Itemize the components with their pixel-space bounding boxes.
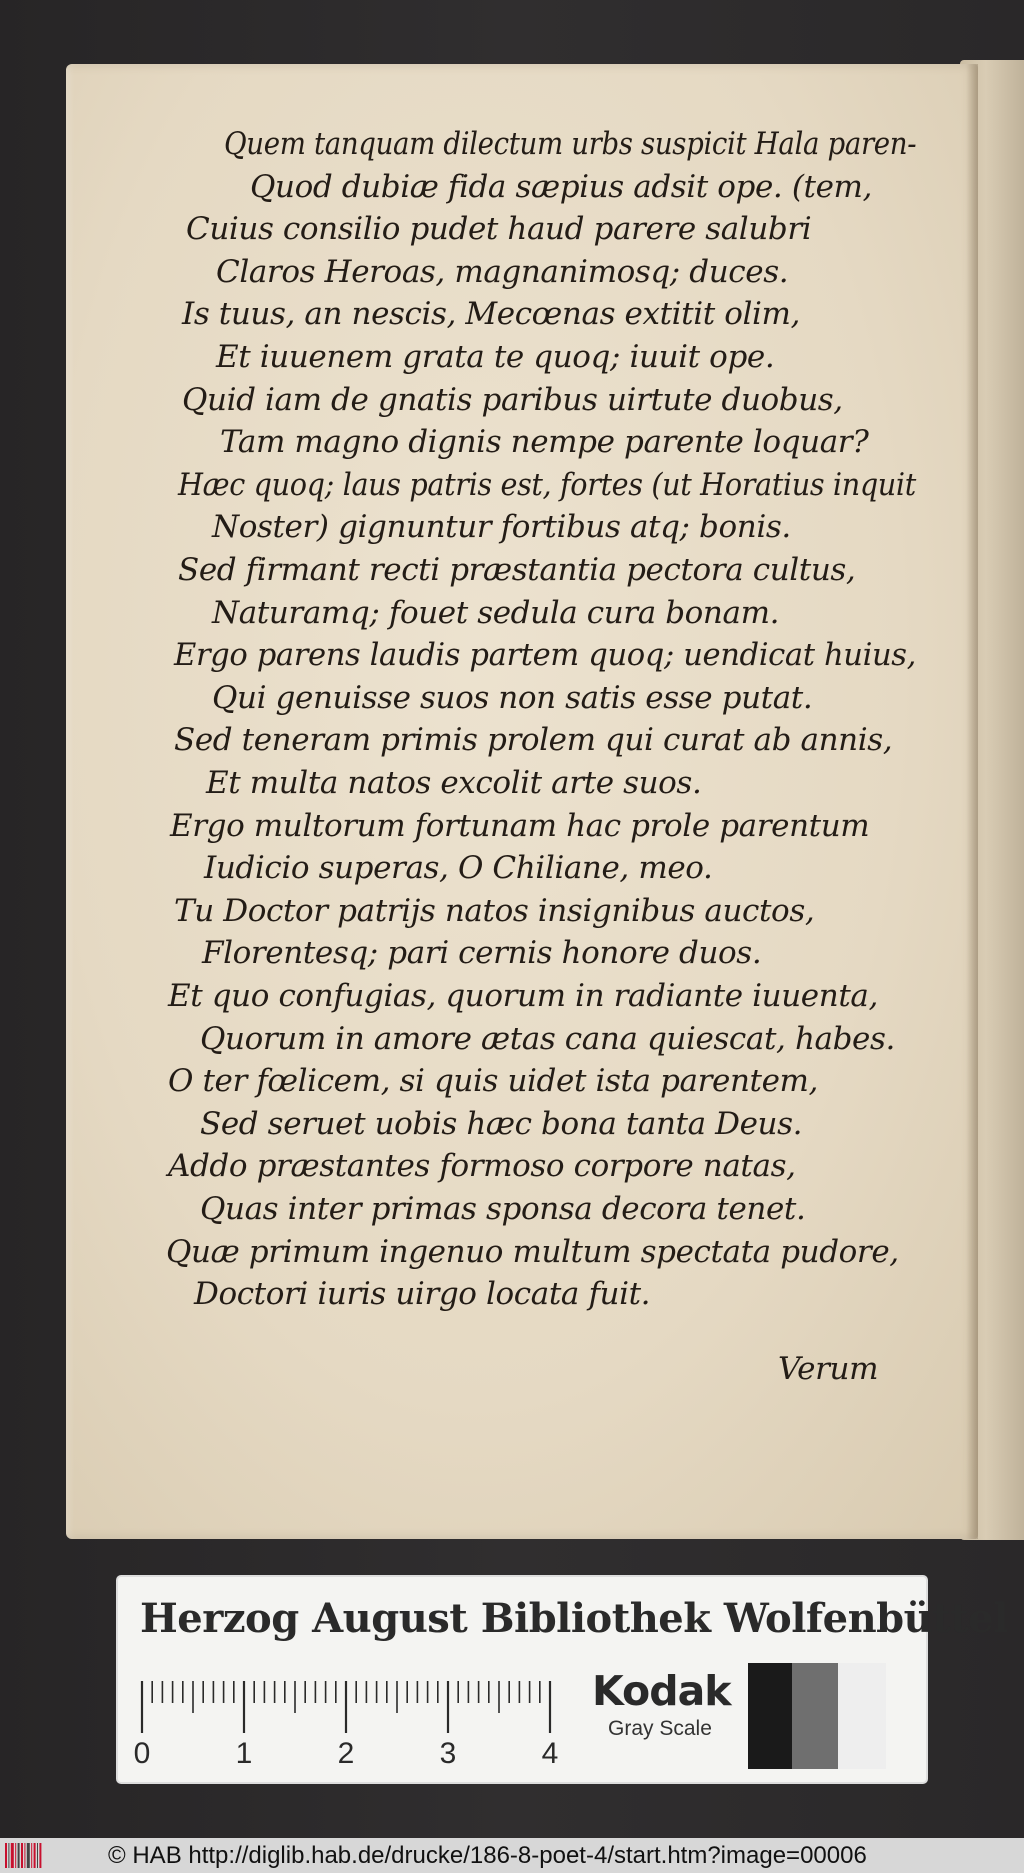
verse-line: Doctori iuris uirgo locata fuit. [194, 1276, 651, 1313]
verse-line: Noster) gignuntur fortibus atq; bonis. [212, 509, 791, 546]
logo-bar [34, 1843, 36, 1868]
verse-line: Naturamq; fouet sedula cura bonam. [212, 594, 780, 631]
verse-line: Addo præstantes formoso corpore natas, [168, 1148, 796, 1185]
verse-line: Hæc quoq; laus patris est, fortes (ut Horatius inquit [178, 466, 916, 503]
verse-line: Quod dubiæ fida sæpius adsit ope. (tem, [250, 168, 872, 205]
verse-line: Quid iam de gnatis paribus uirtute duobus, [182, 381, 843, 418]
ruler-number: 2 [337, 1737, 355, 1770]
logo-bar [37, 1843, 38, 1868]
verse-line: Et iuuenem grata te quoq; iuuit ope. [216, 339, 775, 375]
hab-barcode-logo-icon [4, 1841, 44, 1870]
swatch-gray [792, 1663, 838, 1769]
verse-line: Quas inter primas sponsa decora tenet. [200, 1191, 806, 1227]
color-calibration-card [118, 1577, 1008, 1782]
ruler-number: 1 [235, 1737, 253, 1770]
verse-line: Florentesq; pari cernis honore duos. [202, 935, 762, 972]
verse-line: Quæ primum ingenuo multum spectata pudore, [166, 1233, 899, 1270]
swatch-white [838, 1663, 886, 1769]
verse-line: Sed teneram primis prolem qui curat ab annis, [174, 722, 893, 759]
verse-line: Is tuus, an nescis, Mecœnas extitit olim, [182, 296, 800, 333]
verse-line: Iudicio superas, O Chiliane, meo. [204, 850, 713, 887]
verse-line: Ergo parens laudis partem quoq; uendicat huius, [174, 637, 916, 674]
verse-line: Et quo confugias, quorum in radiante iuuenta, [168, 978, 878, 1014]
logo-bar [11, 1843, 14, 1868]
ruler-number: 4 [541, 1737, 559, 1770]
verse-line: Sed seruet uobis hæc bona tanta Deus. [200, 1105, 803, 1142]
footer-bar [0, 1838, 1024, 1873]
logo-bar [27, 1843, 30, 1868]
catchword: Verum [778, 1351, 879, 1387]
verse-line: Et multa natos excolit arte suos. [206, 765, 702, 801]
library-name: Herzog August Bibliothek Wolfenbüttel [140, 1595, 1008, 1642]
logo-bar [21, 1843, 23, 1868]
verse-line: Sed firmant recti præstantia pectora cultus, [178, 552, 856, 588]
logo-bar [5, 1843, 7, 1868]
verse-line: Tu Doctor patrijs natos insignibus auctos, [174, 892, 815, 929]
logo-bar [31, 1843, 32, 1868]
verse-line: Qui genuisse suos non satis esse putat. [212, 679, 813, 716]
verse-line: Claros Heroas, magnanimosq; duces. [216, 253, 789, 290]
verse-line: Quorum in amore ætas cana quiescat, habes. [200, 1020, 895, 1057]
logo-bar [8, 1843, 9, 1868]
logo-bar [15, 1843, 16, 1868]
ruler-number: 3 [439, 1737, 457, 1770]
verse-text-block [66, 64, 978, 1539]
logo-bar [18, 1843, 20, 1868]
verse-line: Cuius consilio pudet haud parere salubri [186, 211, 812, 248]
footer-url-text[interactable]: © HAB http://diglib.hab.de/drucke/186-8-poet-4/start.htm?image=00006 [108, 1842, 867, 1869]
verse-line: Quem tanquam dilectum urbs suspicit Hala paren- [224, 126, 917, 162]
logo-bar [39, 1843, 41, 1868]
ruler-number: 0 [133, 1737, 151, 1770]
gray-scale-label: Gray Scale [608, 1717, 712, 1740]
swatch-black [748, 1663, 792, 1769]
verse-line: O ter fœlicem, si quis uidet ista parentem, [168, 1063, 818, 1100]
verse-line: Ergo multorum fortunam hac prole parentum [170, 807, 870, 844]
kodak-logo: Kodak [592, 1667, 731, 1715]
book-page [66, 64, 978, 1539]
verse-line: Tam magno dignis nempe parente loquar? [220, 424, 869, 461]
logo-bar [24, 1843, 25, 1868]
